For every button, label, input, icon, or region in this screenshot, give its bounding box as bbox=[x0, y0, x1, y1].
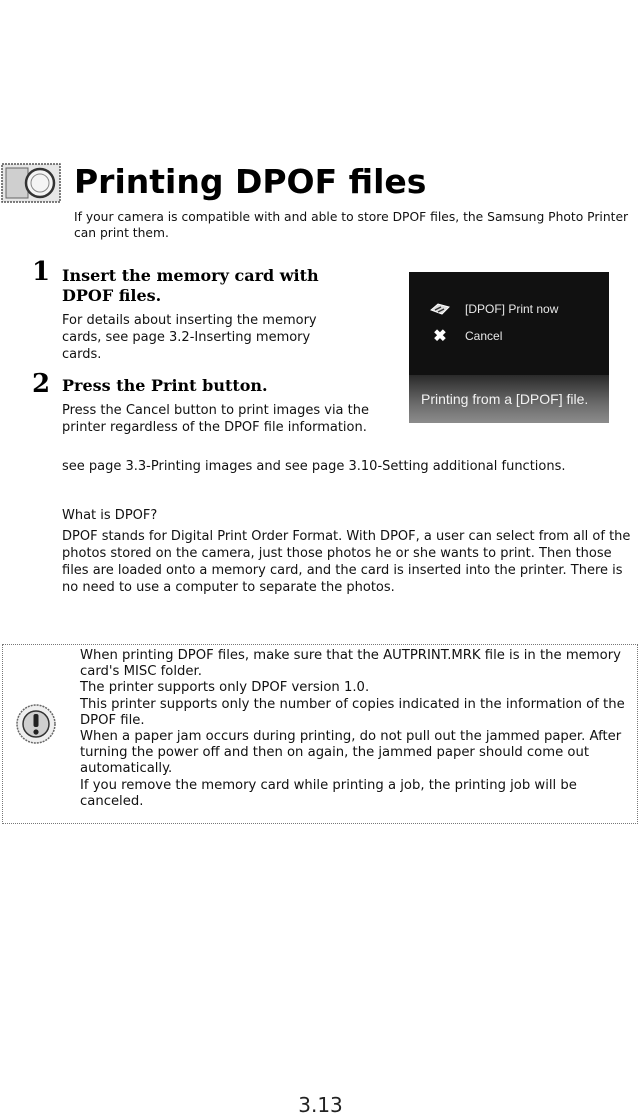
what-is-heading: What is DPOF? bbox=[62, 508, 158, 523]
screen-menu-item-cancel bbox=[429, 325, 502, 347]
note-item: When a paper jam occurs during printing, do not pull out the jammed paper. After turning the power off and then on again, the jammed paper should come out automatically. bbox=[80, 729, 622, 777]
note-item: This printer supports only the number of copies indicated in the information of the DPOF file. bbox=[80, 696, 625, 728]
screen-menu-label: [DPOF] Print now bbox=[465, 302, 559, 316]
screen-menu-label: Cancel bbox=[465, 329, 503, 343]
memory-card-icon bbox=[0, 158, 64, 206]
caution-icon bbox=[14, 684, 58, 764]
what-is-text: DPOF stands for Digital Print Order Format. With DPOF, a user can select from all of the photos stored on the camera, just those photos he or she wants to print. Then those files are loaded onto a memory card, and the card is inserted into the printer. There is no need to use a computer to separate the photos. bbox=[62, 529, 631, 595]
note-list bbox=[80, 648, 636, 810]
note-item: When printing DPOF files, make sure that the AUTPRINT.MRK file is in the memory card's MISC folder. bbox=[80, 648, 621, 680]
screen-status-bar bbox=[409, 375, 609, 423]
step-1-number: 1 bbox=[32, 257, 51, 287]
step-2-title: Press the Print button. bbox=[62, 376, 268, 395]
printer-screen bbox=[409, 272, 609, 423]
note-item: The printer supports only DPOF version 1.0. bbox=[80, 680, 370, 696]
note-item: If you remove the memory card while printing a job, the printing job will be canceled. bbox=[80, 777, 577, 809]
step-1 bbox=[62, 266, 362, 363]
step-2-text: Press the Cancel button to print images via the printer regardless of the DPOF file information. bbox=[62, 403, 369, 435]
see-also-text: see page 3.3-Printing images and see page 3.10-Setting additional functions. bbox=[62, 459, 566, 474]
page-number: 3.13 bbox=[298, 1093, 343, 1117]
screen-menu-item-print-now bbox=[429, 298, 558, 320]
printer-icon bbox=[429, 300, 451, 318]
step-2-number: 2 bbox=[32, 369, 51, 399]
close-icon: ✖ bbox=[433, 328, 447, 345]
intro-text: If your camera is compatible with and able to store DPOF files, the Samsung Photo Printer can print them. bbox=[74, 210, 629, 240]
page-title: Printing DPOF files bbox=[74, 162, 427, 201]
screen-status-text: Printing from a [DPOF] file. bbox=[421, 391, 589, 407]
step-2 bbox=[62, 376, 382, 436]
step-1-text: For details about inserting the memory cards, see page 3.2-Inserting memory cards. bbox=[62, 313, 317, 362]
step-1-title-line2: DPOF files. bbox=[62, 286, 162, 305]
step-1-title-line1: Insert the memory card with bbox=[62, 266, 319, 285]
